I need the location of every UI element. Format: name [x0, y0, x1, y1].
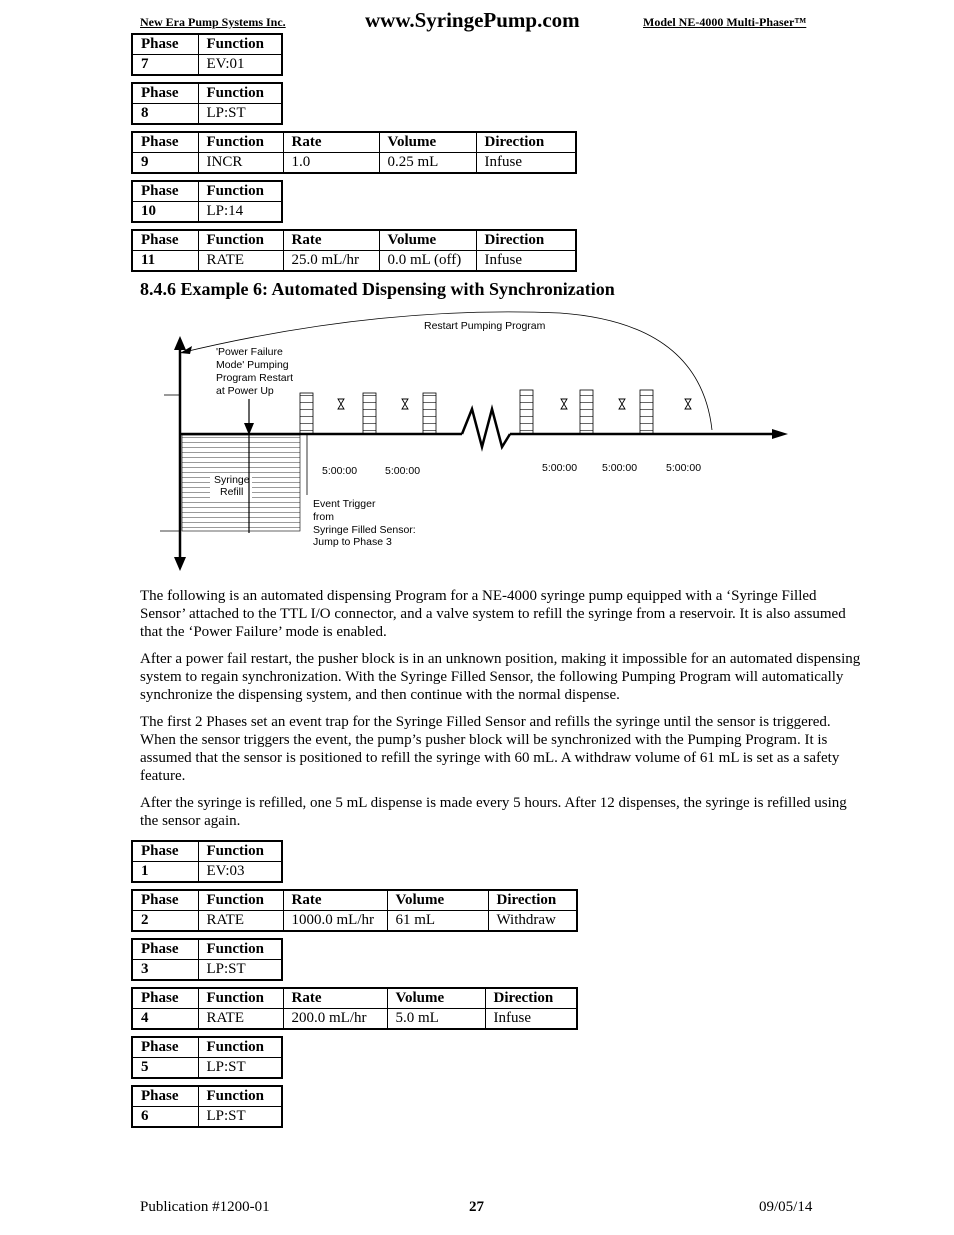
phase-number: 8	[132, 104, 198, 125]
phase-number: 6	[132, 1107, 198, 1128]
phase-number: 7	[132, 55, 198, 76]
header-phase: Phase	[132, 1086, 198, 1107]
volume-value: 5.0 mL	[387, 1009, 485, 1030]
phase-table-3	[131, 938, 283, 981]
time-break-zigzag	[462, 409, 510, 447]
direction-value: Infuse	[476, 251, 576, 272]
function-value: RATE	[198, 251, 283, 272]
restart-label: Restart Pumping Program	[424, 320, 546, 332]
syringe-refill-line-2: Refill	[220, 486, 244, 498]
phase-table-7	[131, 33, 283, 76]
phase-table-10	[131, 180, 283, 223]
pumping-program-diagram	[140, 305, 800, 580]
power-failure-line-3: Program Restart	[216, 372, 294, 384]
publication-number: Publication #1200-01	[140, 1199, 270, 1215]
header-phase: Phase	[132, 230, 198, 251]
header-phase: Phase	[132, 890, 198, 911]
phase-table-1	[131, 840, 283, 883]
rate-value: 1000.0 mL/hr	[283, 911, 387, 932]
event-trigger-line-2: from	[313, 511, 334, 523]
function-value: EV:03	[198, 862, 282, 883]
phase-table-4	[131, 987, 578, 1030]
timer-label: 5:00:00	[602, 462, 638, 474]
header-volume: Volume	[387, 890, 488, 911]
direction-value: Infuse	[476, 153, 576, 174]
header-phase: Phase	[132, 939, 198, 960]
paragraph: After the syringe is refilled, one 5 mL dispense is made every 5 hours. After 12 dispenses, the syringe is refilled using the sensor again.	[140, 795, 847, 829]
dispense-block	[423, 393, 436, 434]
model-name: Model NE-4000 Multi-Phaser™	[643, 15, 807, 29]
power-failure-line-4: at Power Up	[216, 385, 274, 397]
syringe-refill-line-1: Syringe	[214, 474, 250, 486]
company-name: New Era Pump Systems Inc.	[140, 15, 286, 29]
publication-date: 09/05/14	[759, 1199, 813, 1215]
time-arrow-icon	[772, 429, 788, 439]
header-function: Function	[198, 841, 282, 862]
phase-table-8	[131, 82, 283, 125]
function-value: RATE	[198, 1009, 283, 1030]
direction-value: Withdraw	[488, 911, 577, 932]
timer-label: 5:00:00	[666, 462, 702, 474]
dispense-block	[363, 393, 376, 434]
header-phase: Phase	[132, 83, 198, 104]
rate-value: 200.0 mL/hr	[283, 1009, 387, 1030]
hourglass-icon	[402, 399, 408, 409]
header-function: Function	[198, 1086, 282, 1107]
phase-number: 5	[132, 1058, 198, 1079]
rate-value: 1.0	[283, 153, 379, 174]
axis-arrow-up-icon	[174, 336, 186, 350]
axis-arrow-down-icon	[174, 557, 186, 571]
header-direction: Direction	[488, 890, 577, 911]
event-trigger-line-3: Syringe Filled Sensor:	[313, 524, 416, 536]
header-volume: Volume	[387, 988, 485, 1009]
phase-number: 4	[132, 1009, 198, 1030]
website-title: www.SyringePump.com	[365, 8, 580, 32]
paragraph: The following is an automated dispensing Program for a NE-4000 syringe pump equipped with a ‘Syringe Filled Sensor’ attached to the TTL I/O connector, and a valve system to refill the syringe from a reservoir. It is also assumed that the ‘Power Failure’ mode is enabled.	[140, 588, 846, 640]
event-trigger-line-4: Jump to Phase 3	[313, 536, 392, 548]
power-failure-line-1: 'Power Failure	[216, 346, 283, 358]
header-phase: Phase	[132, 1037, 198, 1058]
function-value: LP:ST	[198, 1058, 282, 1079]
header-direction: Direction	[485, 988, 577, 1009]
volume-value: 0.0 mL (off)	[379, 251, 476, 272]
page-number: 27	[469, 1199, 484, 1215]
header-function: Function	[198, 890, 283, 911]
function-value: LP:ST	[198, 960, 282, 981]
function-value: LP:ST	[198, 1107, 282, 1128]
dispense-block	[300, 393, 313, 434]
function-value: INCR	[198, 153, 283, 174]
header-function: Function	[198, 83, 282, 104]
phase-table-9	[131, 131, 577, 174]
timer-label: 5:00:00	[385, 465, 421, 477]
header-phase: Phase	[132, 181, 198, 202]
hourglass-icon	[561, 399, 567, 409]
timer-label: 5:00:00	[322, 465, 358, 477]
volume-value: 0.25 mL	[379, 153, 476, 174]
hourglass-icon	[338, 399, 344, 409]
function-value: LP:ST	[198, 104, 282, 125]
header-function: Function	[198, 132, 283, 153]
header-phase: Phase	[132, 132, 198, 153]
timer-label: 5:00:00	[542, 462, 578, 474]
hourglass-icon	[619, 399, 625, 409]
header-direction: Direction	[476, 230, 576, 251]
header-rate: Rate	[283, 132, 379, 153]
dispense-block	[520, 390, 533, 434]
header-volume: Volume	[379, 230, 476, 251]
function-value: RATE	[198, 911, 283, 932]
header-phase: Phase	[132, 34, 198, 55]
phase-table-11	[131, 229, 577, 272]
header-function: Function	[198, 1037, 282, 1058]
section-title: 8.4.6 Example 6: Automated Dispensing with Synchronization	[140, 279, 615, 299]
phase-number: 9	[132, 153, 198, 174]
header-function: Function	[198, 181, 282, 202]
hourglass-icon	[685, 399, 691, 409]
paragraph: After a power fail restart, the pusher block is in an unknown position, making it impossible for an automated dispensing system to regain synchronization. With the Syringe Filled Sensor, the following Pumping Program will automatically synchronize the dispensing system, and then continue with the normal dispense.	[140, 651, 861, 703]
volume-value: 61 mL	[387, 911, 488, 932]
direction-value: Infuse	[485, 1009, 577, 1030]
header-direction: Direction	[476, 132, 576, 153]
header-function: Function	[198, 230, 283, 251]
phase-table-6	[131, 1085, 283, 1128]
phase-table-2	[131, 889, 578, 932]
header-rate: Rate	[283, 988, 387, 1009]
header-phase: Phase	[132, 841, 198, 862]
header-rate: Rate	[283, 230, 379, 251]
header-volume: Volume	[379, 132, 476, 153]
phase-number: 10	[132, 202, 198, 223]
phase-number: 1	[132, 862, 198, 883]
rate-value: 25.0 mL/hr	[283, 251, 379, 272]
header-rate: Rate	[283, 890, 387, 911]
header-function: Function	[198, 988, 283, 1009]
phase-number: 2	[132, 911, 198, 932]
phase-number: 11	[132, 251, 198, 272]
header-function: Function	[198, 939, 282, 960]
phase-table-5	[131, 1036, 283, 1079]
event-trigger-line-1: Event Trigger	[313, 498, 376, 510]
dispense-block	[580, 390, 593, 434]
function-value: EV:01	[198, 55, 282, 76]
paragraph: The first 2 Phases set an event trap for the Syringe Filled Sensor and refills the syringe until the sensor is triggered. When the sensor triggers the event, the pump’s pusher block will be synchronized with the Pumping Program. It is assumed that the sensor is positioned to refill the syringe with 60 mL. A withdraw volume of 61 mL is set as a safety feature.	[140, 714, 840, 784]
dispense-block	[640, 390, 653, 434]
header-function: Function	[198, 34, 282, 55]
function-value: LP:14	[198, 202, 282, 223]
power-failure-line-2: Mode' Pumping	[216, 359, 289, 371]
header-phase: Phase	[132, 988, 198, 1009]
phase-number: 3	[132, 960, 198, 981]
